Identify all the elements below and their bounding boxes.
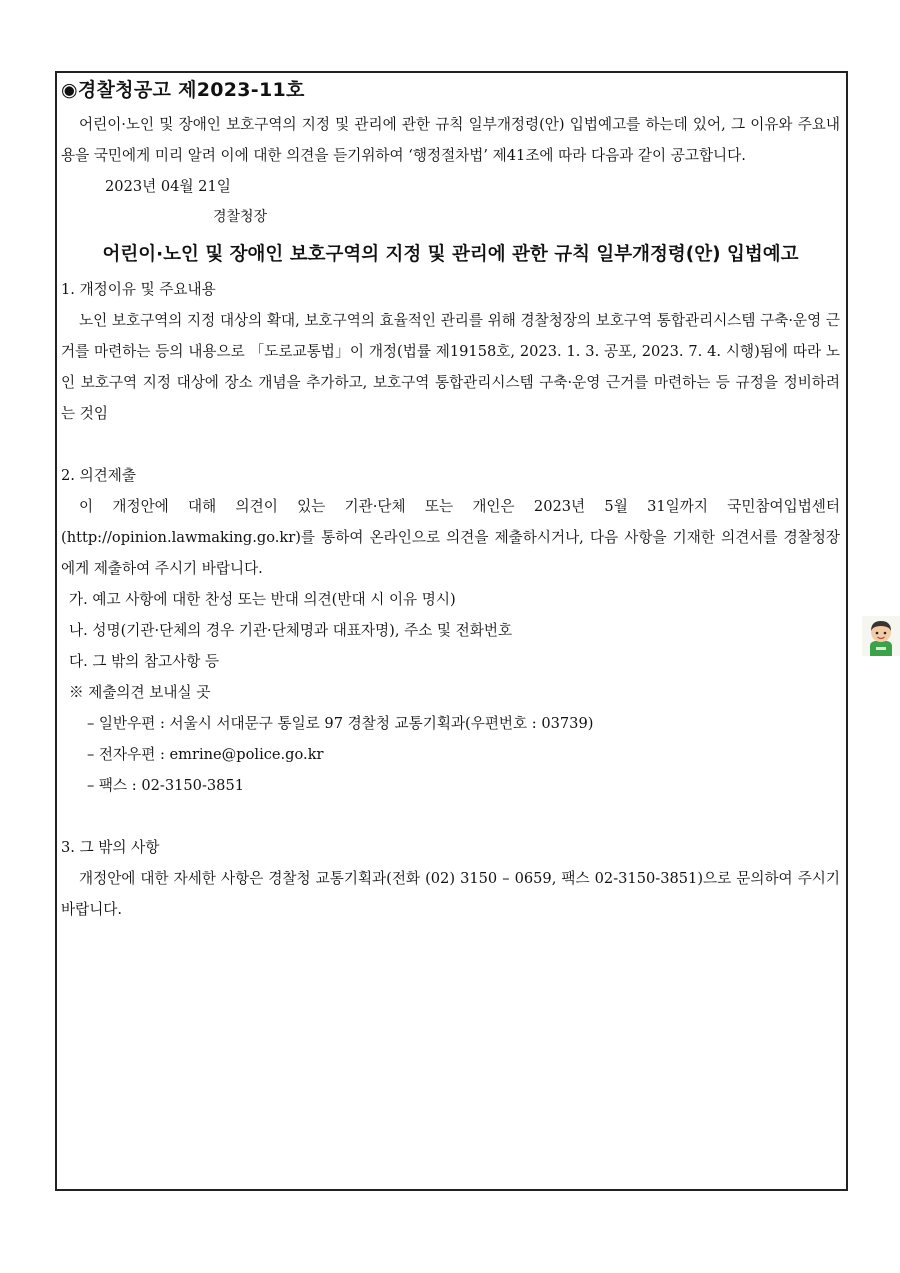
issuing-authority: 경찰청장 <box>213 209 268 225</box>
notice-date: 2023년 04월 21일 <box>105 178 231 195</box>
section2-heading: 2. 의견제출 <box>61 467 136 484</box>
notice-number: ◉경찰청공고 제2023-11호 <box>61 79 305 101</box>
notice-frame <box>55 71 848 1191</box>
list-item: 나. 성명(기관·단체의 경우 기관·단체명과 대표자명), 주소 및 전화번호 <box>69 622 513 639</box>
spacer <box>61 801 840 832</box>
main-title: 어린이·노인 및 장애인 보호구역의 지정 및 관리에 관한 규칙 일부개정령(안) 입법예고 <box>102 244 799 265</box>
contact-email: – 전자우편 : emrine@police.go.kr <box>87 746 324 763</box>
submit-heading: ※ 제출의견 보내실 곳 <box>69 684 211 701</box>
intro-paragraph: 어린이·노인 및 장애인 보호구역의 지정 및 관리에 관한 규칙 일부개정령(안) 입법예고를 하는데 있어, 그 이유와 주요내용을 국민에게 미리 알려 이에 대한 의견을 듣기위하여 ‘행정절차법’ 제41조에 따라 다음과 같이 공고합니다. <box>61 116 840 164</box>
contact-fax: – 팩스 : 02-3150-3851 <box>87 777 245 794</box>
spacer <box>61 429 840 460</box>
mascot-figure-icon <box>862 616 900 656</box>
section1-body: 노인 보호구역의 지정 대상의 확대, 보호구역의 효율적인 관리를 위해 경찰청장의 보호구역 통합관리시스템 구축·운영 근거를 마련하는 등의 내용으로 「도로교통법」이 개정(법률 제19158호, 2023. 1. 3. 공포, 2023. 7. 4. 시행)됨에 따라 노인 보호구역 지정 대상에 장소 개념을 추가하고, 보호구역 통합관리시스템 구축·운영 근거를 마련하는 등 규정을 정비하려는 것임 <box>61 312 840 422</box>
list-item: 다. 그 밖의 참고사항 등 <box>69 653 220 670</box>
contact-post: – 일반우편 : 서울시 서대문구 통일로 97 경찰청 교통기획과(우편번호 : 03739) <box>87 715 594 732</box>
section3-body: 개정안에 대한 자세한 사항은 경찰청 교통기획과(전화 (02) 3150 – 0659, 팩스 02-3150-3851)으로 문의하여 주시기 바랍니다. <box>61 870 840 918</box>
section1-heading: 1. 개정이유 및 주요내용 <box>61 281 216 298</box>
section3-heading: 3. 그 밖의 사항 <box>61 839 160 856</box>
section2-body: 이 개정안에 대해 의견이 있는 기관·단체 또는 개인은 2023년 5월 31일까지 국민참여입법센터(http://opinion.lawmaking.go.kr)를 통하여 온라인으로 의견을 제출하시거나, 다음 사항을 기재한 의견서를 경찰청장에게 제출하여 주시기 바랍니다. <box>61 498 840 577</box>
notice-content <box>61 77 840 925</box>
mascot-icon[interactable] <box>862 616 900 656</box>
list-item: 가. 예고 사항에 대한 찬성 또는 반대 의견(반대 시 이유 명시) <box>69 591 456 608</box>
